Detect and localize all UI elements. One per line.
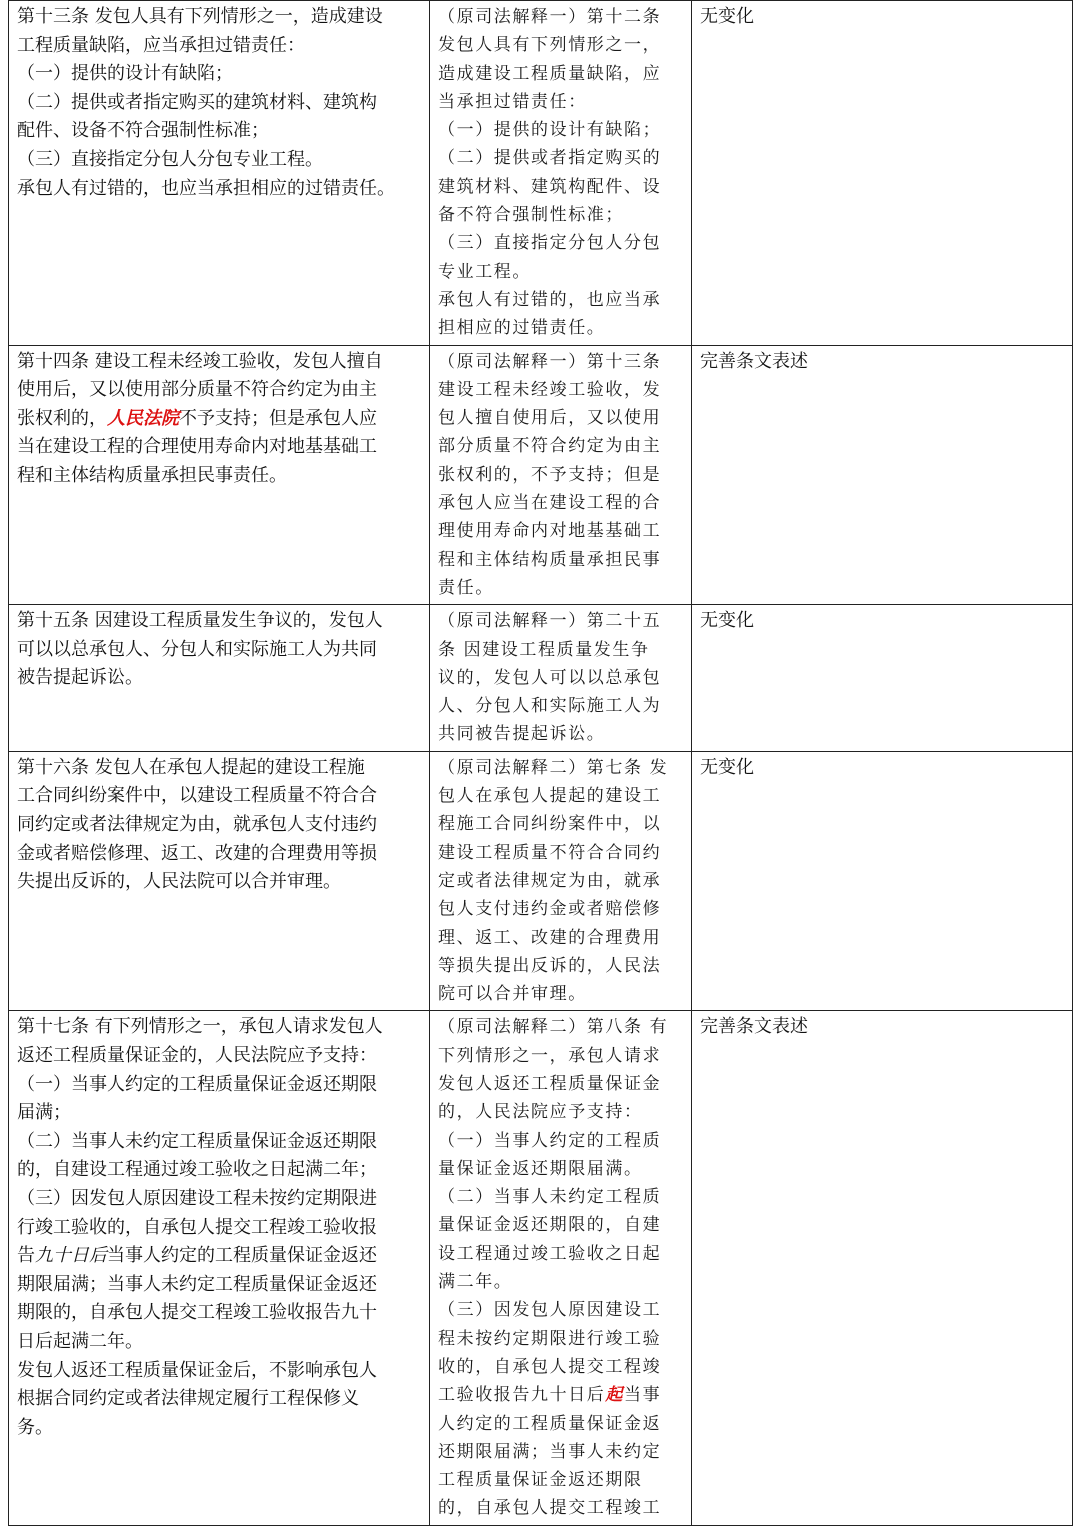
text-line — [438, 489, 685, 517]
text-segment: 收的，自承包人提交工程竣 — [438, 1356, 662, 1377]
highlighted-text: 起 — [605, 1385, 625, 1406]
text-segment: 程未按约定期限进行竣工验 — [438, 1328, 662, 1349]
text-segment: 满二年。 — [438, 1272, 513, 1293]
text-segment: （三）直接指定分包人分包 — [438, 233, 662, 254]
text-line — [438, 88, 685, 116]
text-segment: 工合同纠纷案件中，以建设工程质量不符合合 — [17, 785, 377, 807]
text-segment: 不予支持；但是承包人应 — [179, 407, 377, 429]
text-segment: 金或者赔偿修理、返工、改建的合理费用等损 — [17, 842, 377, 864]
text-segment: 包人擅自使用后，又以使用 — [438, 408, 662, 429]
text-segment: 共同被告提起诉讼。 — [438, 724, 606, 745]
text-line — [17, 1328, 423, 1357]
change-note: 完善条文表述 — [700, 1016, 808, 1038]
text-line — [438, 692, 685, 720]
text-line — [438, 144, 685, 172]
table-row — [9, 1011, 1073, 1525]
text-line — [17, 607, 423, 636]
text-line — [438, 1240, 685, 1268]
text-segment: （原司法解释一）第十二条 — [438, 7, 662, 27]
table-row — [9, 1, 1073, 346]
text-line — [17, 1385, 423, 1414]
text-segment: 第十五条 因建设工程质量发生争议的，发包人 — [17, 610, 383, 632]
text-segment: 告 — [17, 1245, 35, 1267]
text-segment: 的，自承包人提交工程竣工 — [438, 1498, 662, 1519]
text-segment: （一）当事人约定的工程质量保证金返还期限 — [17, 1073, 377, 1095]
text-line — [438, 1070, 685, 1098]
text-segment: （二）当事人未约定工程质 — [438, 1187, 662, 1208]
text-line — [17, 60, 423, 89]
text-segment: 工程质量保证金返还期限 — [438, 1470, 643, 1491]
text-segment: 配件、设备不符合强制性标准； — [17, 120, 269, 142]
text-line — [17, 1128, 423, 1157]
text-line — [438, 980, 685, 1008]
new-article-cell — [9, 605, 430, 751]
text-line — [17, 1271, 423, 1300]
text-segment: 失提出反诉的，人民法院可以合并审理。 — [17, 871, 341, 893]
text-segment: 承包人应当在建设工程的合 — [438, 493, 662, 514]
text-segment: 人约定的工程质量保证金返 — [438, 1413, 662, 1434]
text-line — [438, 1042, 685, 1070]
text-segment: 工验收报告九十日后 — [438, 1385, 606, 1406]
text-line — [438, 1353, 685, 1381]
change-note-cell — [692, 751, 1073, 1011]
text-line — [438, 574, 685, 602]
text-segment: 张权利的， — [17, 407, 107, 429]
text-segment: 张权利的，不予支持；但是 — [438, 464, 662, 485]
text-line — [17, 636, 423, 665]
text-line — [17, 840, 423, 869]
text-line — [438, 348, 685, 376]
text-segment: 务。 — [17, 1416, 53, 1438]
text-line — [438, 1325, 685, 1353]
change-note: 完善条文表述 — [700, 350, 808, 372]
text-segment: 发包人返还工程质量保证金后，不影响承包人 — [17, 1359, 377, 1381]
text-segment: 量保证金返还期限的，自建 — [438, 1215, 662, 1236]
text-line — [438, 31, 685, 59]
text-segment: 包人在承包人提起的建设工 — [438, 786, 662, 807]
text-segment: 发包人具有下列情形之一， — [438, 35, 662, 56]
text-line — [17, 1156, 423, 1185]
change-note: 无变化 — [700, 6, 754, 27]
text-segment: 工程质量缺陷，应当承担过错责任： — [17, 34, 305, 56]
text-segment: 设工程通过竣工验收之日起 — [438, 1243, 662, 1264]
text-segment: 建设工程未经竣工验收，发 — [438, 379, 662, 400]
text-line — [438, 1381, 685, 1409]
text-line — [438, 1127, 685, 1155]
text-segment: 人、分包人和实际施工人为 — [438, 696, 662, 717]
text-line — [17, 462, 423, 491]
text-line — [438, 3, 685, 31]
text-line — [17, 32, 423, 61]
text-segment: （原司法解释二）第七条 发 — [438, 757, 669, 778]
text-segment: 等损失提出反诉的，人民法 — [438, 955, 662, 976]
text-line — [17, 348, 423, 377]
text-line — [17, 1071, 423, 1100]
text-line — [438, 376, 685, 404]
text-line — [17, 405, 423, 434]
change-note-cell — [692, 1011, 1073, 1525]
text-segment: 日后起满二年。 — [17, 1330, 143, 1352]
text-segment: 当承担过错责任： — [438, 91, 587, 112]
text-line — [438, 314, 685, 342]
text-line — [17, 1242, 423, 1271]
text-line — [438, 1466, 685, 1494]
text-segment: 担相应的过错责任。 — [438, 318, 606, 339]
text-segment: 程和主体结构质量承担民事 — [438, 549, 662, 570]
text-segment: 院可以合并审理。 — [438, 984, 587, 1005]
text-line — [17, 754, 423, 783]
text-line — [438, 404, 685, 432]
text-line — [438, 867, 685, 895]
text-segment: 程施工合同纠纷案件中，以 — [438, 814, 662, 835]
text-line — [17, 376, 423, 405]
text-line — [17, 1099, 423, 1128]
new-article-cell — [9, 1, 430, 346]
text-line — [438, 924, 685, 952]
text-segment: 承包人有过错的，也应当承 — [438, 289, 662, 310]
text-line — [17, 1042, 423, 1071]
text-segment: 届满； — [17, 1102, 71, 1124]
text-line — [17, 782, 423, 811]
italic-text: 九十日后 — [35, 1245, 107, 1267]
text-line — [17, 1185, 423, 1214]
text-line — [438, 607, 685, 635]
text-segment: 期限届满；当事人未约定工程质量保证金返还 — [17, 1273, 377, 1295]
text-line — [17, 89, 423, 118]
text-segment: 被告提起诉讼。 — [17, 667, 143, 689]
text-line — [438, 1438, 685, 1466]
change-note: 无变化 — [700, 610, 754, 632]
text-segment: 部分质量不符合约定为由主 — [438, 436, 662, 457]
text-line — [438, 173, 685, 201]
text-segment: 理使用寿命内对地基基础工 — [438, 521, 662, 542]
text-segment: （三）直接指定分包人分包专业工程。 — [17, 148, 323, 170]
text-line — [17, 117, 423, 146]
text-line — [438, 258, 685, 286]
text-line — [17, 175, 423, 204]
text-segment: 理、返工、改建的合理费用 — [438, 927, 662, 948]
text-segment: （一）当事人约定的工程质 — [438, 1130, 662, 1151]
text-line — [17, 1013, 423, 1042]
text-segment: （一）提供的设计有缺陷； — [438, 120, 662, 141]
text-segment: （二）提供或者指定购买的 — [438, 148, 662, 169]
change-note: 无变化 — [700, 756, 754, 778]
text-line — [438, 720, 685, 748]
text-segment: 下列情形之一，承包人请求 — [438, 1045, 662, 1066]
change-note-cell — [692, 605, 1073, 751]
text-segment: 可以以总承包人、分包人和实际施工人为共同 — [17, 638, 377, 660]
text-segment: 的，人民法院应予支持： — [438, 1102, 643, 1123]
text-line — [438, 1211, 685, 1239]
change-note-cell — [692, 345, 1073, 605]
text-segment: 使用后，又以使用部分质量不符合约定为由主 — [17, 379, 377, 401]
highlighted-text: 人民法院 — [107, 407, 179, 429]
text-line — [17, 811, 423, 840]
text-line — [438, 60, 685, 88]
text-line — [17, 146, 423, 175]
text-line — [438, 895, 685, 923]
text-line — [438, 461, 685, 489]
text-segment: 量保证金返还期限届满。 — [438, 1158, 643, 1179]
comparison-table — [8, 0, 1073, 1526]
text-segment: 备不符合强制性标准； — [438, 205, 624, 226]
text-segment: 程和主体结构质量承担民事责任。 — [17, 464, 287, 486]
text-segment: 专业工程。 — [438, 261, 531, 282]
table-row — [9, 345, 1073, 605]
new-article-cell — [9, 345, 430, 605]
text-line — [17, 1299, 423, 1328]
text-segment: 第十七条 有下列情形之一，承包人请求发包人 — [17, 1016, 383, 1038]
text-line — [438, 546, 685, 574]
text-line — [438, 432, 685, 460]
text-line — [438, 664, 685, 692]
text-line — [438, 116, 685, 144]
text-line — [17, 3, 423, 32]
text-line — [438, 229, 685, 257]
text-line — [438, 952, 685, 980]
text-segment: 还期限届满；当事人未约定 — [438, 1441, 662, 1462]
text-segment: 议的，发包人可以以总承包 — [438, 667, 662, 688]
text-line — [17, 868, 423, 897]
text-segment: 第十四条 建设工程未经竣工验收，发包人擅自 — [17, 350, 383, 372]
text-segment: （三）因发包人原因建设工程未按约定期限进 — [17, 1187, 377, 1209]
text-segment: 第十六条 发包人在承包人提起的建设工程施 — [17, 756, 365, 778]
text-segment: （原司法解释二）第八条 有 — [438, 1017, 669, 1038]
text-line — [438, 810, 685, 838]
text-line — [17, 664, 423, 693]
text-line — [438, 782, 685, 810]
change-note-cell — [692, 1, 1073, 346]
original-article-cell — [430, 751, 692, 1011]
text-segment: 根据合同约定或者法律规定履行工程保修义 — [17, 1388, 359, 1410]
text-line — [438, 1155, 685, 1183]
text-line — [438, 1013, 685, 1041]
text-segment: （原司法解释一）第二十五 — [438, 611, 662, 632]
text-line — [438, 201, 685, 229]
original-article-cell — [430, 345, 692, 605]
text-segment: 返还工程质量保证金的，人民法院应予支持： — [17, 1044, 377, 1066]
text-segment: 定或者法律规定为由，就承 — [438, 870, 662, 891]
text-line — [438, 839, 685, 867]
table-row — [9, 751, 1073, 1011]
text-segment: 建筑材料、建筑构配件、设 — [438, 176, 662, 197]
text-segment: （二）提供或者指定购买的建筑材料、建筑构 — [17, 91, 377, 113]
text-line — [438, 1268, 685, 1296]
text-line — [438, 1410, 685, 1438]
text-segment: 当事人约定的工程质量保证金返还 — [107, 1245, 377, 1267]
text-line — [17, 1357, 423, 1386]
text-line — [438, 1183, 685, 1211]
new-article-cell — [9, 1011, 430, 1525]
text-line — [438, 636, 685, 664]
text-line — [17, 1414, 423, 1443]
text-segment: 条 因建设工程质量发生争 — [438, 639, 650, 660]
text-segment: 发包人返还工程质量保证金 — [438, 1073, 662, 1094]
original-article-cell — [430, 1011, 692, 1525]
text-segment: 同约定或者法律规定为由，就承包人支付违约 — [17, 813, 377, 835]
comparison-table-body — [9, 1, 1073, 1526]
text-line — [438, 754, 685, 782]
text-segment: （三）因发包人原因建设工 — [438, 1300, 662, 1321]
text-line — [438, 1098, 685, 1126]
text-segment: 的，自建设工程通过竣工验收之日起满二年； — [17, 1159, 377, 1181]
text-line — [17, 1214, 423, 1243]
text-segment: 当事 — [624, 1385, 662, 1406]
table-row — [9, 605, 1073, 751]
text-segment: 包人支付违约金或者赔偿修 — [438, 899, 662, 920]
text-segment: （二）当事人未约定工程质量保证金返还期限 — [17, 1130, 377, 1152]
text-segment: 责任。 — [438, 577, 494, 598]
text-segment: 建设工程质量不符合合同约 — [438, 842, 662, 863]
text-segment: 第十三条 发包人具有下列情形之一，造成建设 — [17, 6, 383, 27]
text-segment: （一）提供的设计有缺陷； — [17, 63, 233, 85]
text-segment: 当在建设工程的合理使用寿命内对地基基础工 — [17, 436, 377, 458]
text-line — [438, 517, 685, 545]
text-segment: 行竣工验收的，自承包人提交工程竣工验收报 — [17, 1216, 377, 1238]
text-line — [438, 1296, 685, 1324]
text-segment: 期限的，自承包人提交工程竣工验收报告九十 — [17, 1302, 377, 1324]
text-line — [438, 286, 685, 314]
text-segment: 承包人有过错的，也应当承担相应的过错责任。 — [17, 177, 395, 199]
new-article-cell — [9, 751, 430, 1011]
original-article-cell — [430, 1, 692, 346]
text-segment: 造成建设工程质量缺陷，应 — [438, 63, 662, 84]
original-article-cell — [430, 605, 692, 751]
text-segment: （原司法解释一）第十三条 — [438, 351, 662, 372]
text-line — [17, 433, 423, 462]
text-line — [438, 1494, 685, 1522]
